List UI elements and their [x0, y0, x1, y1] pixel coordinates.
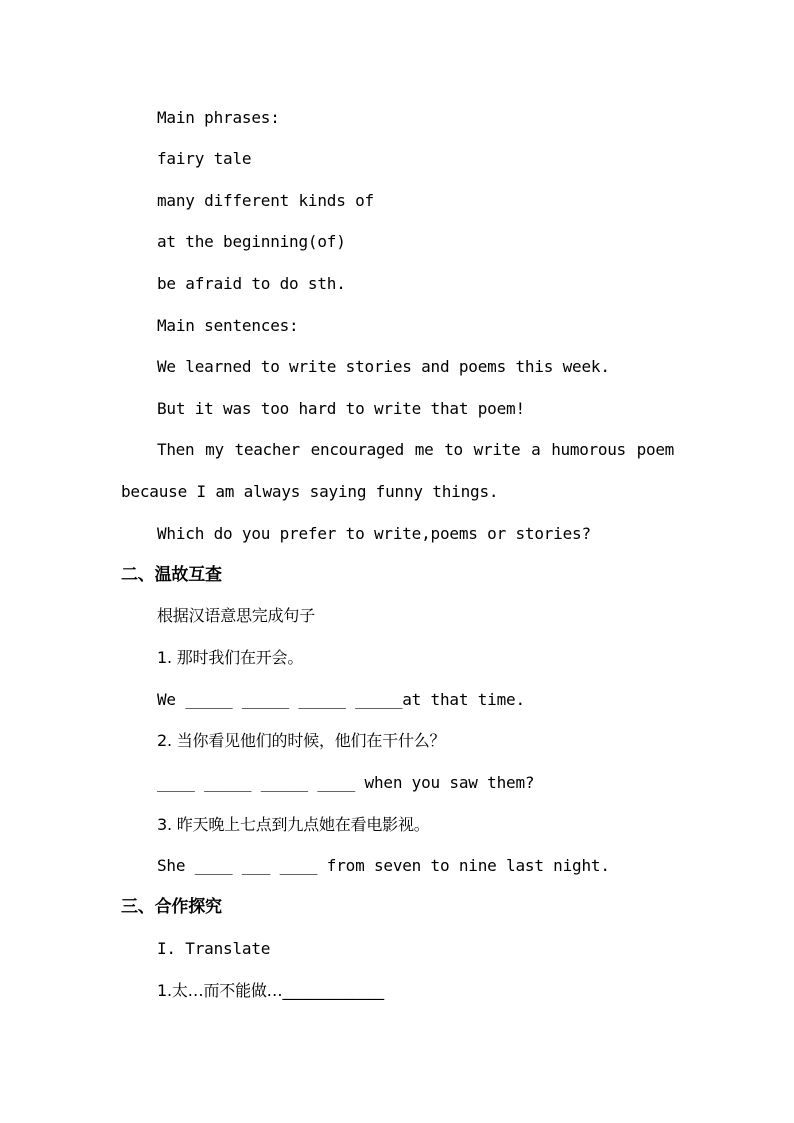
question-3-blank: She ____ ___ ____ from seven to nine last night.	[157, 856, 610, 875]
phrase-item: be afraid to do sth.	[157, 274, 346, 293]
phrase-item: many different kinds of	[157, 191, 374, 210]
sentence-item: But it was too hard to write that poem!	[157, 399, 525, 418]
phrase-item: at the beginning(of)	[157, 232, 346, 251]
question-2-blank: ____ _____ _____ ____ when you saw them?	[157, 773, 535, 792]
question-1-blank: We _____ _____ _____ _____at that time.	[157, 690, 525, 709]
question-3-chinese: 3. 昨天晚上七点到九点她在看电影视。	[157, 815, 430, 834]
section-2-title: 二、温故互查	[121, 565, 222, 585]
sentence-item: We learned to write stories and poems this week.	[157, 357, 610, 376]
question-1-chinese: 1. 那时我们在开会。	[157, 648, 304, 667]
main-sentences-heading: Main sentences:	[157, 316, 299, 335]
phrase-item: fairy tale	[157, 149, 252, 168]
translate-question-1: 1.太…而不能做…_____________	[157, 981, 384, 1000]
section-2-instruction: 根据汉语意思完成句子	[157, 606, 316, 625]
question-2-chinese: 2. 当你看见他们的时候，他们在干什么？	[157, 731, 446, 750]
sentence-continuation: because I am always saying funny things.	[121, 482, 499, 501]
sentence-item: Which do you prefer to write,poems or stories?	[157, 524, 591, 543]
translate-heading: I. Translate	[157, 939, 271, 958]
sentence-item: Then my teacher encouraged me to write a humorous poem	[157, 440, 674, 459]
main-phrases-heading: Main phrases:	[157, 108, 280, 127]
section-3-title: 三、合作探究	[121, 897, 222, 917]
